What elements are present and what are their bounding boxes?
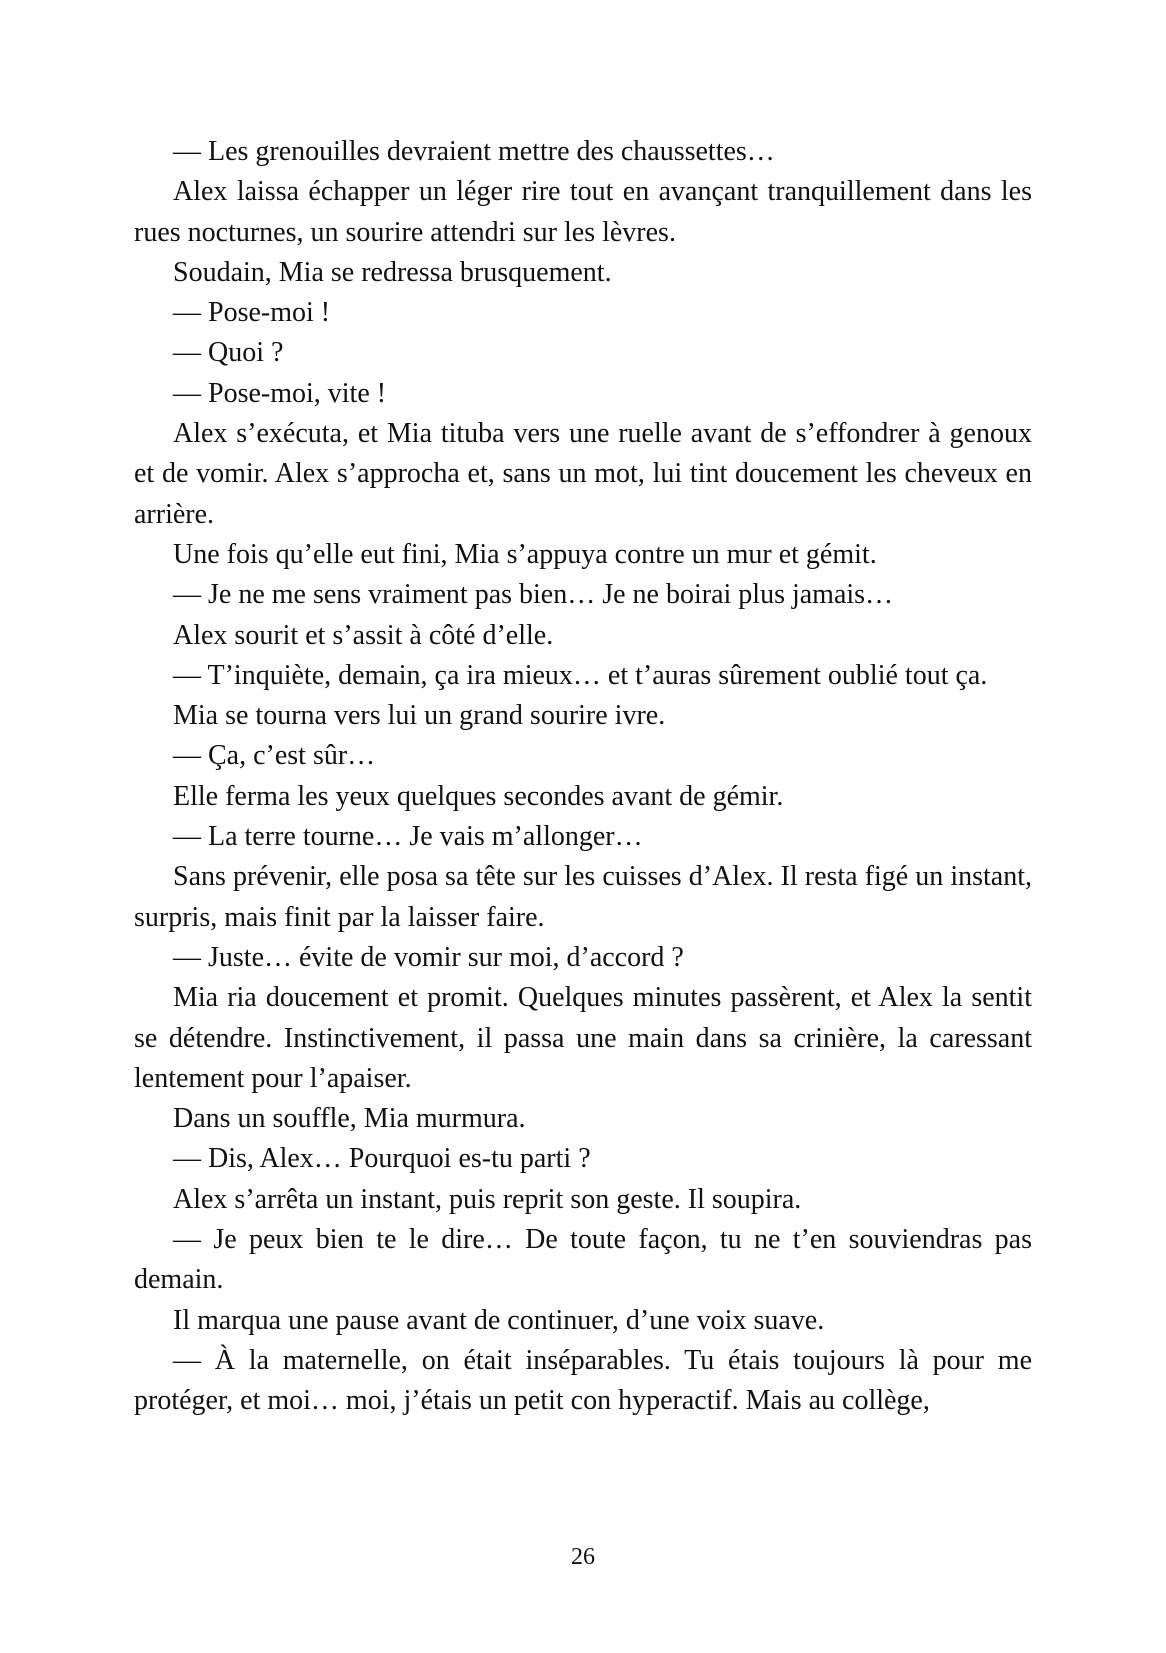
paragraph: — Quoi ? bbox=[173, 337, 284, 369]
paragraph: Une fois qu’elle eut fini, Mia s’appuya contre un mur et gémit. bbox=[173, 538, 877, 570]
paragraph: — Pose-moi ! bbox=[173, 297, 331, 329]
paragraph: — Juste… évite de vomir sur moi, d’accord ? bbox=[173, 941, 684, 973]
paragraph: — La terre tourne… Je vais m’allonger… bbox=[173, 821, 643, 853]
paragraph: Soudain, Mia se redressa brusquement. bbox=[173, 256, 612, 288]
paragraph: — À la maternelle, on était inséparables. Tu étais toujours là pour me protéger, et moi… moi, j’étais un petit con hyperactif. Mais au collège, bbox=[134, 1344, 1032, 1417]
paragraph: Alex sourit et s’assit à côté d’elle. bbox=[173, 619, 554, 651]
paragraph: Sans prévenir, elle posa sa tête sur les cuisses d’Alex. Il resta figé un instant, surpris, mais finit par la laisser faire. bbox=[134, 861, 1032, 933]
page-number: 26 bbox=[571, 1544, 595, 1570]
paragraph: — Ça, c’est sûr… bbox=[173, 740, 376, 772]
paragraph: — T’inquiète, demain, ça ira mieux… et t’auras sûrement oublié tout ça. bbox=[173, 659, 988, 691]
paragraph: Alex s’exécuta, et Mia tituba vers une ruelle avant de s’effondrer à genoux et de vomir. Alex s’approcha et, sans un mot, lui tint doucement les cheveux en arrière. bbox=[134, 418, 1032, 530]
paragraph: — Je peux bien te le dire… De toute façon, tu ne t’en souviendras pas demain. bbox=[134, 1224, 1032, 1296]
paragraph: Mia se tourna vers lui un grand sourire ivre. bbox=[173, 700, 666, 732]
paragraph: — Je ne me sens vraiment pas bien… Je ne boirai plus jamais… bbox=[173, 579, 894, 611]
body-text bbox=[134, 132, 1032, 1422]
paragraph: — Les grenouilles devraient mettre des chaussettes… bbox=[173, 136, 775, 167]
paragraph: Alex s’arrêta un instant, puis reprit son geste. Il soupira. bbox=[173, 1183, 802, 1215]
paragraph: — Dis, Alex… Pourquoi es-tu parti ? bbox=[173, 1143, 591, 1175]
paragraph: Alex laissa échapper un léger rire tout en avançant tranquillement dans les rues nocturnes, un sourire attendri sur les lèvres. bbox=[134, 176, 1032, 248]
paragraph: Mia ria doucement et promit. Quelques minutes passèrent, et Alex la sentit se détendre. Instinctivement, il passa une main dans sa crinière, la caressant lentement pour l’apaiser. bbox=[134, 982, 1032, 1094]
paragraph: — Pose-moi, vite ! bbox=[173, 377, 387, 409]
paragraph: Elle ferma les yeux quelques secondes avant de gémir. bbox=[173, 780, 784, 812]
paragraph: Il marqua une pause avant de continuer, d’une voix suave. bbox=[173, 1304, 825, 1336]
paragraph: Dans un souffle, Mia murmura. bbox=[173, 1103, 526, 1135]
